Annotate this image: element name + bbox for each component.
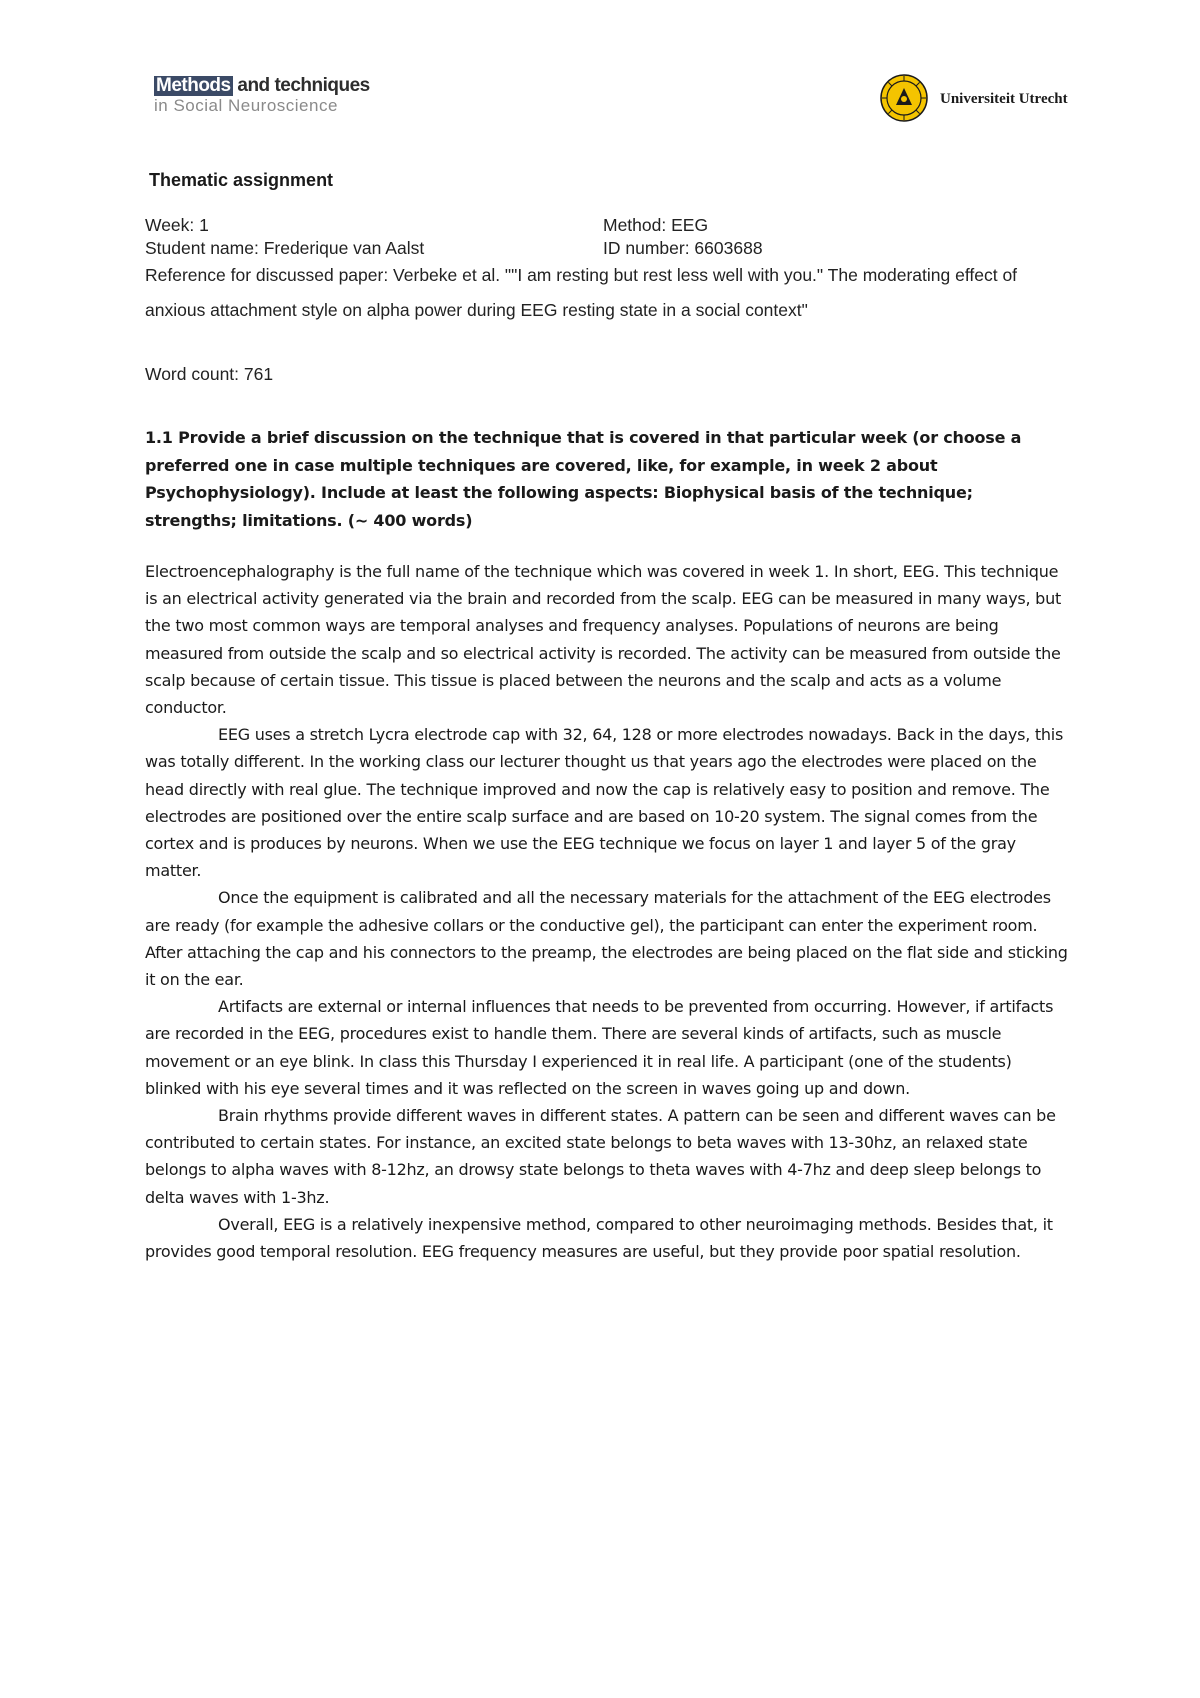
student-name-label: Student name: Frederique van Aalst: [145, 238, 425, 258]
course-logo: [154, 76, 384, 126]
method-label: Method: EEG: [603, 215, 709, 235]
course-logo-highlight: Methods: [156, 75, 231, 96]
paragraph: Electroencephalography is the full name of the technique which was covered in week 1. In short, EEG. This technique is an electrical activity generated via the brain and recorded from the scalp. EEG can be measured in many ways, but the two most common ways are temporal analyses and frequency analyses. Populations of neurons are being measured from outside the scalp and so electrical activity is recorded. The activity can be measured from outside the scalp because of certain tissue. This tissue is placed between the neurons and the scalp and acts as a volume conductor.: [145, 562, 1061, 718]
word-count: Word count: 761: [145, 364, 274, 384]
answer-body: [145, 558, 1069, 1265]
course-logo-subtitle: in Social Neuroscience: [154, 96, 338, 115]
paragraph: EEG uses a stretch Lycra electrode cap with 32, 64, 128 or more electrodes nowadays. Back in the days, this was totally different. In the working class our lecturer thought us that years ago the electrodes were placed on the head directly with real glue. The technique improved and now the cap is relatively easy to position and remove. The electrodes are positioned over the entire scalp surface and are based on 10-20 system. The signal comes from the cortex and is produces by neurons. When we use the EEG technique we focus on layer 1 and layer 5 of the gray matter.: [145, 725, 1064, 881]
meta-row-student: [145, 238, 1065, 259]
course-logo-rest: and techniques: [232, 75, 370, 96]
university-name: Universiteit Utrecht: [940, 91, 1068, 107]
id-number-label: ID number: 6603688: [603, 238, 763, 258]
course-logo-title: [154, 76, 384, 96]
paragraph: Artifacts are external or internal influences that needs to be prevented from occurring. However, if artifacts are recorded in the EEG, procedures exist to handle them. There are several kinds of artifacts, such as muscle movement or an eye blink. In class this Thursday I experienced it in real life. A participant (one of the students) blinked with his eye several times and it was reflected on the screen in waves going up and down.: [145, 997, 1054, 1098]
reference-paper: Reference for discussed paper: Verbeke et al. ""I am resting but rest less well with you." The moderating effect of anxious attachment style on alpha power during EEG resting state in a social context": [145, 265, 1018, 320]
question-heading: 1.1 Provide a brief discussion on the technique that is covered in that particular week (or choose a preferred one in case multiple techniques are covered, like, for example, in week 2 about Psychophysiology). Include at least the following aspects: Biophysical basis of the technique; strengths; limitations. (~ 400 words): [145, 428, 1022, 530]
assignment-title: Thematic assignment: [149, 170, 334, 190]
week-label: Week: 1: [145, 215, 209, 235]
meta-row-week: [145, 215, 1065, 236]
university-seal-icon: [880, 74, 928, 122]
paragraph: Once the equipment is calibrated and all the necessary materials for the attachment of the EEG electrodes are ready (for example the adhesive collars or the conductive gel), the participant can enter the experiment room. After attaching the cap and his connectors to the preamp, the electrodes are being placed on the flat side and sticking it on the ear.: [145, 888, 1068, 990]
paragraph: Overall, EEG is a relatively inexpensive method, compared to other neuroimaging methods. Besides that, it provides good temporal resolution. EEG frequency measures are useful, but they provide poor spatial resolution.: [145, 1214, 1053, 1262]
paragraph: Brain rhythms provide different waves in different states. A pattern can be seen and different waves can be contributed to certain states. For instance, an excited state belongs to beta waves with 13-30hz, an relaxed state belongs to alpha waves with 8-12hz, an drowsy state belongs to theta waves with 4-7hz and deep sleep belongs to delta waves with 1-3hz.: [145, 1106, 1056, 1207]
university-logo: [880, 74, 1080, 124]
